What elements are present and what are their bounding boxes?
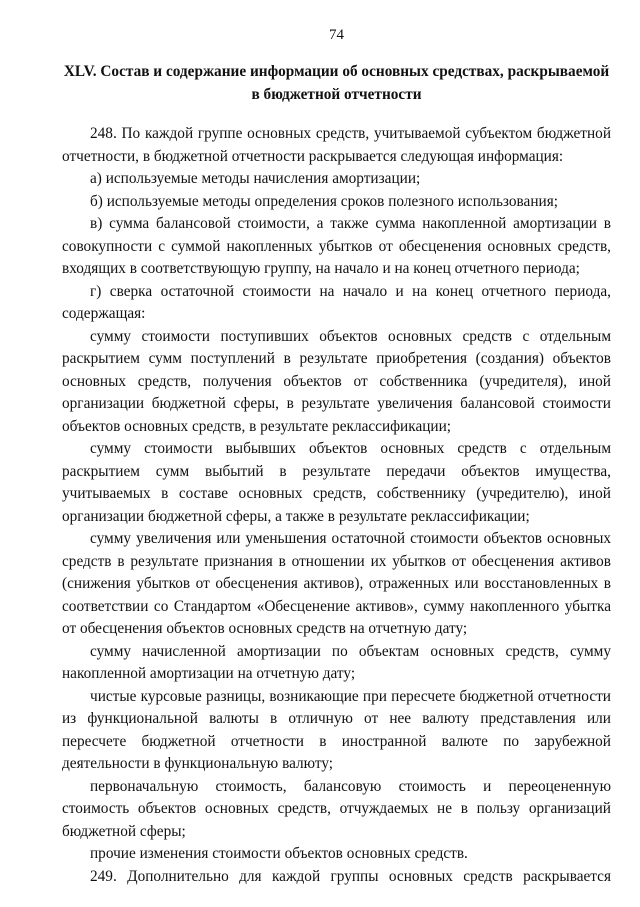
paragraph-exchange-differences: чистые курсовые разницы, возникающие при пересчете бюджетной отчетности из функциональной валюты в отличную от нее валюту представления или пересчете бюджетной отчетности в иностранной валюте по зарубежной деятельности в функциональную валюту; bbox=[62, 687, 611, 772]
paragraph-248: 248. По каждой группе основных средств, учитываемой субъектом бюджетной отчетности, в бюджетной отчетности раскрывается следующая информация: bbox=[62, 125, 611, 165]
section-heading-line-2: в бюджетной отчетности bbox=[251, 86, 422, 103]
paragraph-received-assets: сумму стоимости поступивших объектов основных средств с отдельным раскрытием сумм поступлений в результате приобретения (создания) объектов основных средств, получения объектов от собственника (учредителя), иной организации бюджетной сферы, в результате увеличения балансовой стоимости объектов основных средств, в результате реклассификации; bbox=[62, 327, 611, 435]
section-heading bbox=[62, 60, 611, 106]
paragraph-a: а) используемые методы начисления амортизации; bbox=[90, 170, 421, 187]
paragraph-b: б) используемые методы определения сроков полезного использования; bbox=[90, 192, 559, 210]
paragraph-depreciation: сумму начисленной амортизации по объектам основных средств, сумму накопленной амортизации на отчетную дату; bbox=[62, 642, 611, 682]
paragraph-impairment: сумму увеличения или уменьшения остаточной стоимости объектов основных средств в результате признания в отношении их убытков от обесценения активов (снижения убытков от обесценения активов), отраженных или восстановленных в соответствии со Стандартом «Обесценение активов», сумму накопленного убытка от обесценения объектов основных средств на отчетную дату; bbox=[62, 530, 611, 637]
document-body bbox=[62, 123, 611, 888]
paragraph-disposed-assets: сумму стоимости выбывших объектов основных средств с отдельным раскрытием сумм выбытий в результате передачи объектов имущества, учитываемых в составе основных средств, собственнику (учредителю), иной организации бюджетной сферы, а также в результате реклассификации; bbox=[62, 440, 611, 525]
paragraph-v: в) сумма балансовой стоимости, а также сумма накопленной амортизации в совокупности с суммой накопленных убытков от обесценения основных средств, входящих в соответствующую группу, на начало и на конец отчетного периода; bbox=[62, 215, 611, 277]
page-number: 74 bbox=[329, 27, 344, 43]
section-heading-line-1: XLV. Состав и содержание информации об основных средствах, раскрываемой bbox=[63, 63, 610, 80]
paragraph-249: 249. Дополнительно для каждой группы основных средств раскрывается bbox=[90, 867, 611, 885]
paragraph-alienated-assets: первоначальную стоимость, балансовую стоимость и переоцененную стоимость объектов основных средств, отчуждаемых не в пользу организаций бюджетной сферы; bbox=[62, 777, 611, 840]
paragraph-other-changes: прочие изменения стоимости объектов основных средств. bbox=[90, 845, 468, 862]
paragraph-g: г) сверка остаточной стоимости на начало и на конец отчетного периода, содержащая: bbox=[62, 282, 611, 322]
